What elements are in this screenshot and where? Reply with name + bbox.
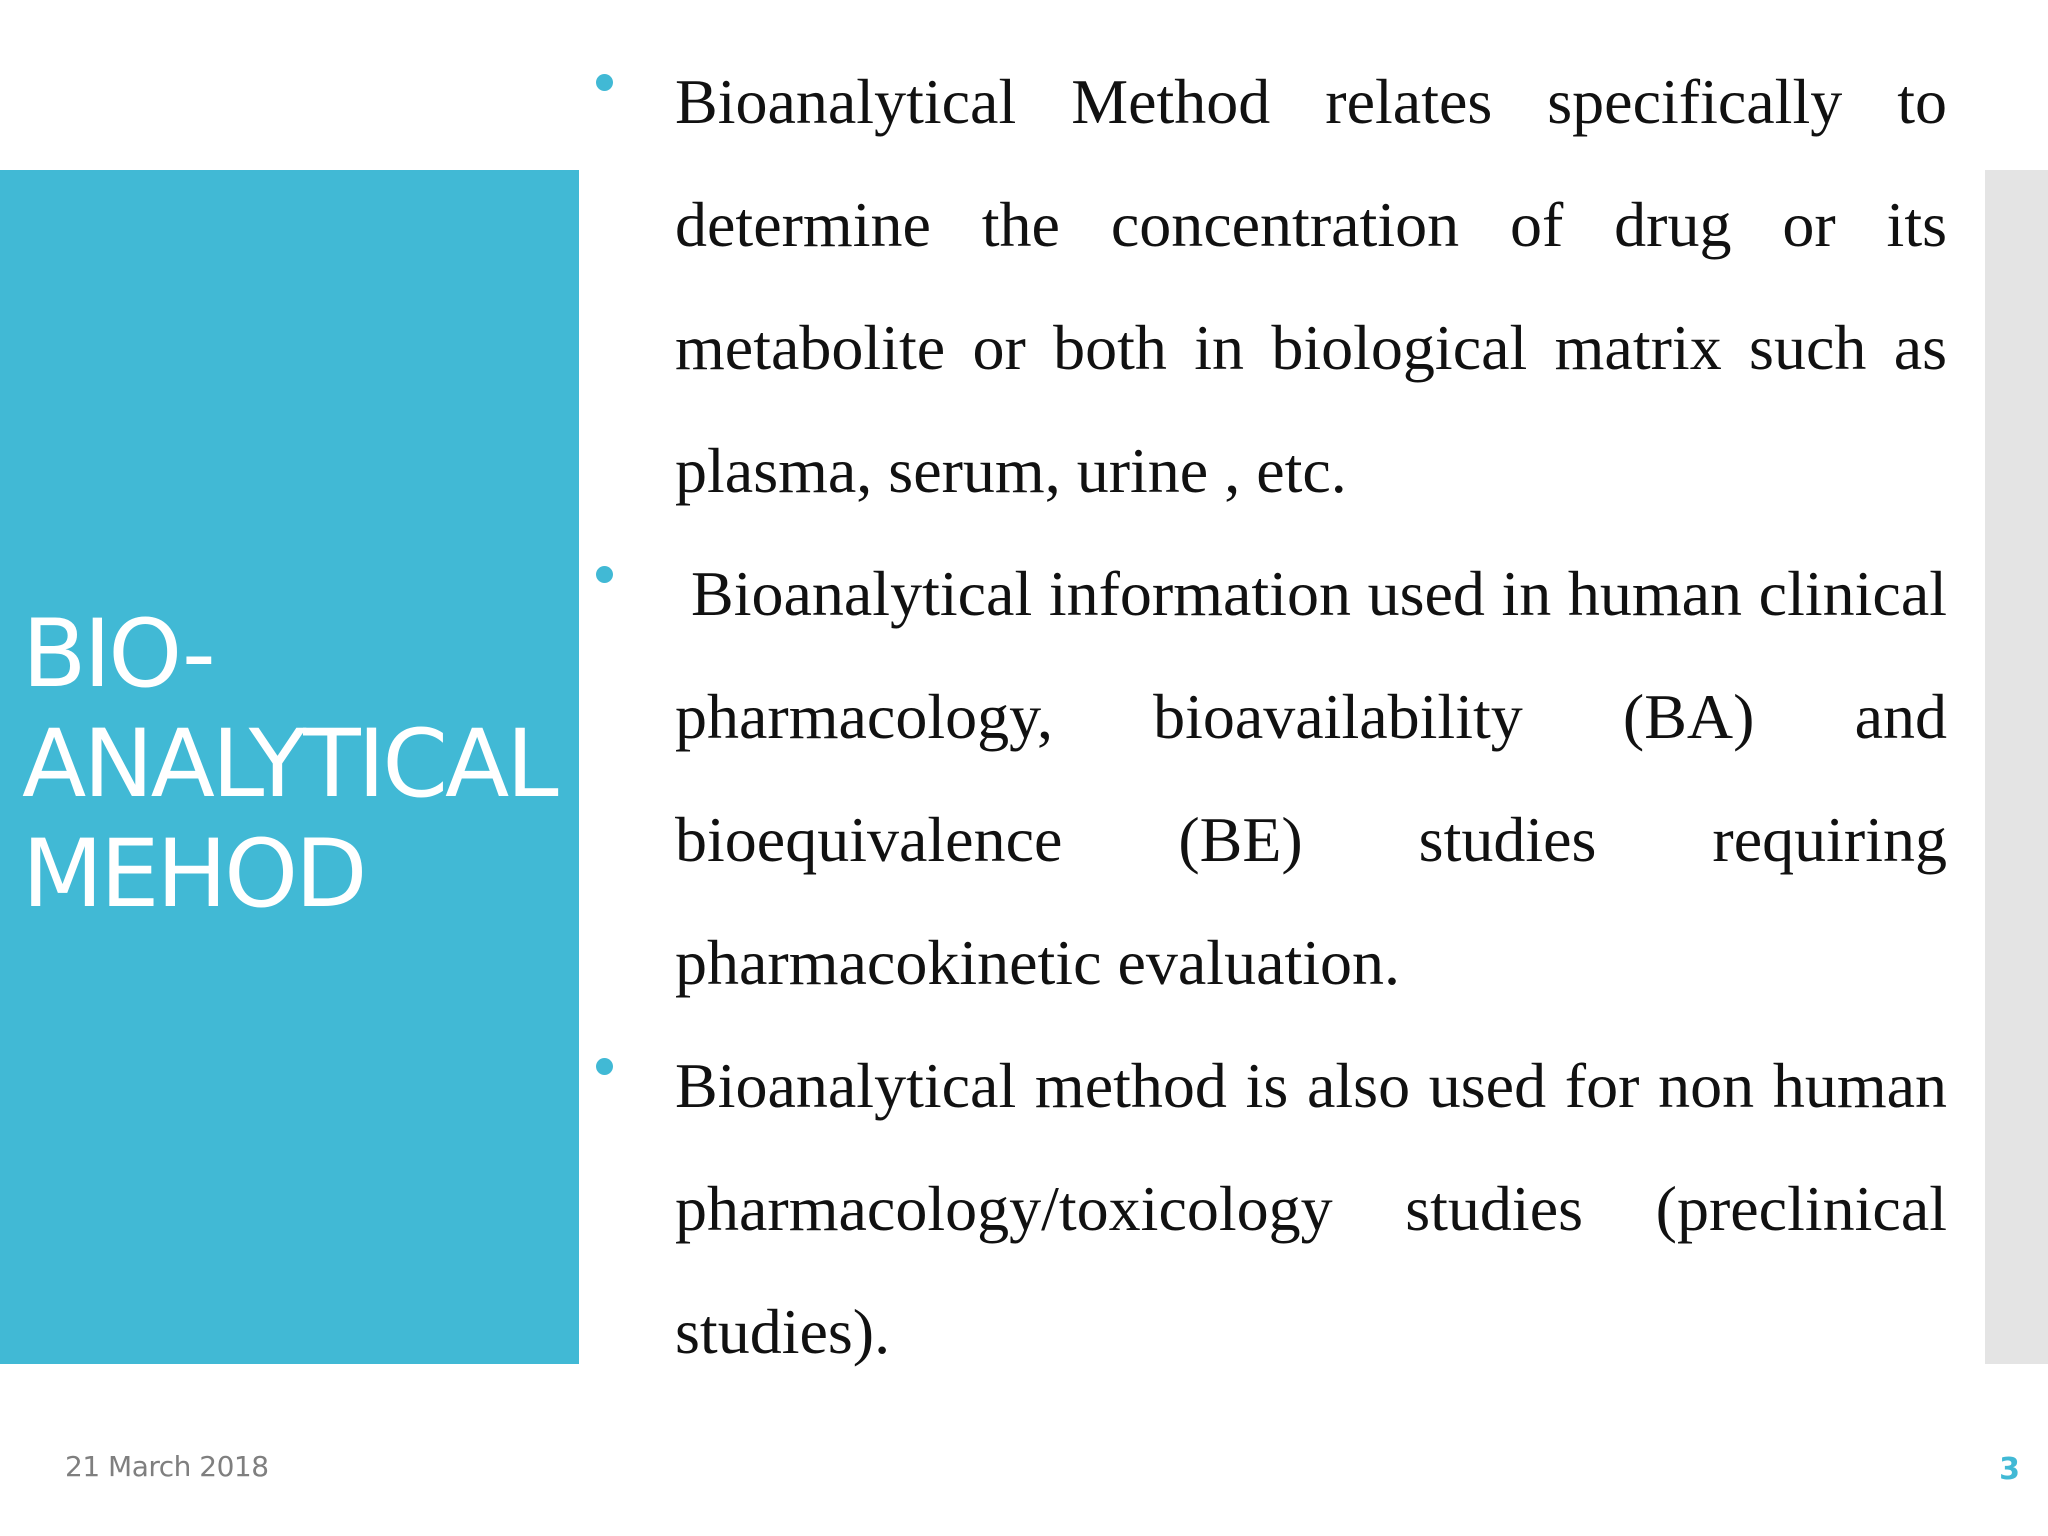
bullet-dot-icon [596, 1058, 613, 1075]
bullet-item-3 [675, 1024, 1947, 1393]
slide-title [22, 600, 582, 930]
bullet-list [675, 66, 1947, 1423]
slide-title-line-3: MEHOD [22, 820, 365, 929]
right-decorative-bar [1985, 170, 2048, 1364]
slide-title-line-2: ANALYTICAL [22, 710, 556, 819]
bullet-item-2 [675, 532, 1947, 1024]
bullet-item-1 [675, 40, 1947, 532]
bullet-text-1: Bioanalytical Method relates specifically to determine the concentration of drug or its metabolite or both in biological matrix such as plasma, serum, urine , etc. [675, 66, 1947, 506]
bullet-text-3: Bioanalytical method is also used for non human pharmacology/toxicology studies (preclinical studies). [675, 1050, 1947, 1367]
footer-date: 21 March 2018 [65, 1450, 269, 1483]
bullet-dot-icon [596, 566, 613, 583]
bullet-text-2: Bioanalytical information used in human clinical pharmacology, bioavailability (BA) and bioequivalence (BE) studies requiring pharmacokinetic evaluation. [675, 558, 1947, 998]
slide-title-line-1: BIO- [22, 600, 213, 709]
page-number: 3 [1999, 1452, 2020, 1487]
bullet-dot-icon [596, 74, 613, 91]
